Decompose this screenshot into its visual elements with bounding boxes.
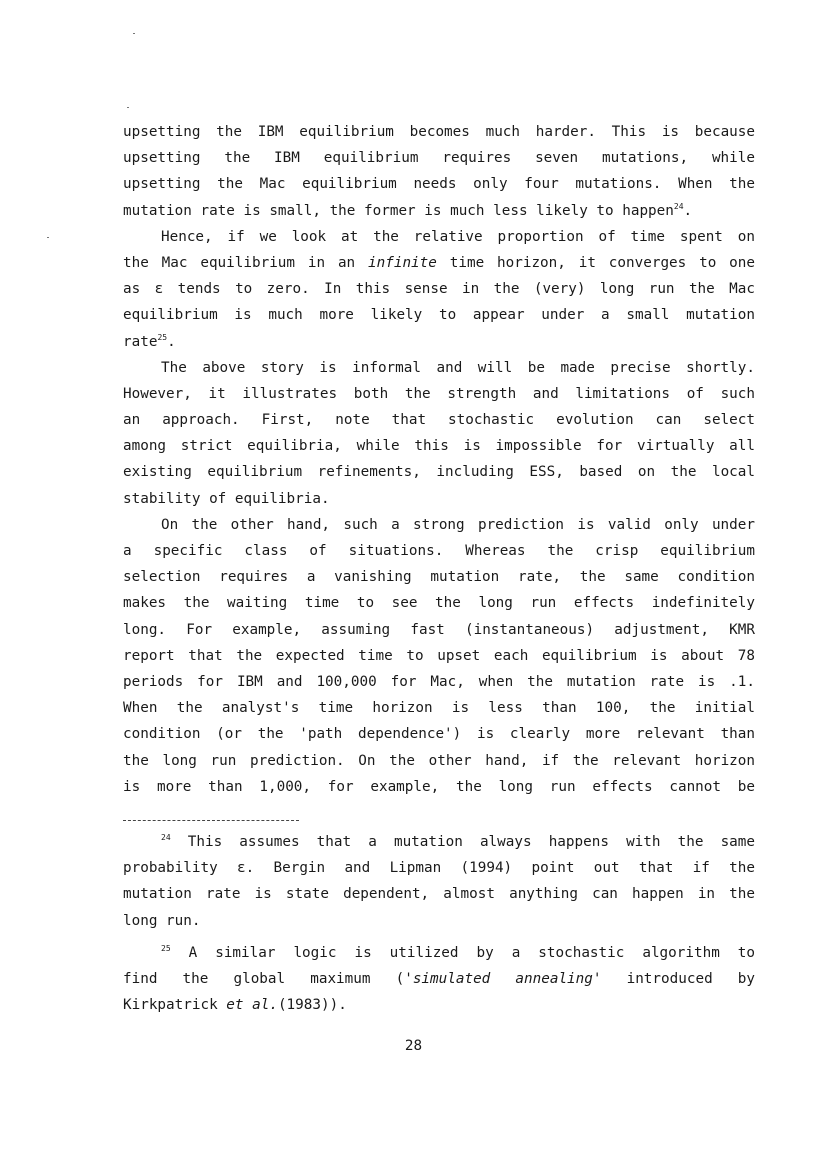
text-line: selection requires a vanishing mutation rate, the same condition (123, 569, 755, 586)
text-line: $^{24}$ This assumes that a mutation always happens with the same (161, 833, 755, 850)
footnote-separator (123, 820, 299, 821)
scan-speck (133, 33, 135, 34)
text-line: mutation rate is state dependent, almost anything can happen in the (123, 886, 755, 903)
text-line: $^{25}$ A similar logic is utilized by a stochastic algorithm to (161, 943, 755, 961)
scan-speck (47, 237, 49, 238)
text-line: rate$^{25}$. (123, 332, 176, 350)
text-line: long. For example, assuming fast (instantaneous) adjustment, KMR (123, 621, 755, 638)
text-line: report that the expected time to upset each equilibrium is about 78 (123, 647, 755, 664)
text-line: upsetting the Mac equilibrium needs only four mutations. When the (123, 176, 755, 193)
text-line: equilibrium is much more likely to appear under a small mutation (123, 307, 755, 324)
text-line: periods for IBM and 100,000 for Mac, when the mutation rate is .1. (123, 673, 755, 690)
text-line: On the other hand, such a strong prediction is valid only under (161, 516, 755, 533)
text-line: a specific class of situations. Whereas the crisp equilibrium (123, 543, 755, 559)
text-line: existing equilibrium refinements, including ESS, based on the local (123, 464, 755, 481)
text-line: is more than 1,000, for example, the long run effects cannot be (123, 778, 755, 795)
text-line: Hence, if we look at the relative proportion of time spent on (161, 228, 755, 245)
footnote-24 (123, 828, 755, 933)
text-line: the long run prediction. On the other hand, if the relevant horizon (123, 752, 755, 769)
text-line: an approach. First, note that stochastic evolution can select (123, 412, 755, 429)
text-line: The above story is informal and will be made precise shortly. (161, 359, 755, 376)
text-line: However, it illustrates both the strength and limitations of such (123, 385, 755, 402)
text-line: mutation rate is small, the former is much less likely to happen$^{24}$. (123, 201, 693, 219)
page-number: 28 (404, 1038, 423, 1054)
text-line: long run. (123, 912, 201, 929)
footnote-number: 25 (161, 943, 171, 953)
text-line: as ε tends to zero. In this sense in the (very) long run the Mac (123, 281, 755, 298)
text-line: the Mac equilibrium in an infinite time horizon, it converges to one (123, 254, 755, 271)
footnote-ref-25: 25 (157, 332, 168, 342)
text-line: upsetting the IBM equilibrium becomes much harder. This is because (123, 124, 755, 140)
text-line: among strict equilibria, while this is impossible for virtually all (123, 438, 755, 455)
text-line: Kirkpatrick et al.(1983)). (123, 997, 347, 1014)
footnote-25 (123, 939, 755, 1018)
footnote-number: 24 (161, 833, 171, 842)
text-line: probability ε. Bergin and Lipman (1994) point out that if the (123, 860, 755, 877)
text-line: makes the waiting time to see the long run effects indefinitely (123, 595, 755, 612)
footnote-ref-24: 24 (673, 201, 684, 211)
text-line: upsetting the IBM equilibrium requires seven mutations, while (123, 150, 755, 167)
body-text (123, 119, 755, 800)
text-line: stability of equilibria. (123, 490, 330, 507)
text-line: condition (or the 'path dependence') is clearly more relevant than (123, 726, 755, 743)
footnotes (123, 828, 755, 1023)
scan-speck (127, 107, 129, 108)
text-line: When the analyst's time horizon is less than 100, the initial (123, 700, 755, 717)
text-line: find the global maximum ('simulated annealing' introduced by (123, 970, 755, 987)
